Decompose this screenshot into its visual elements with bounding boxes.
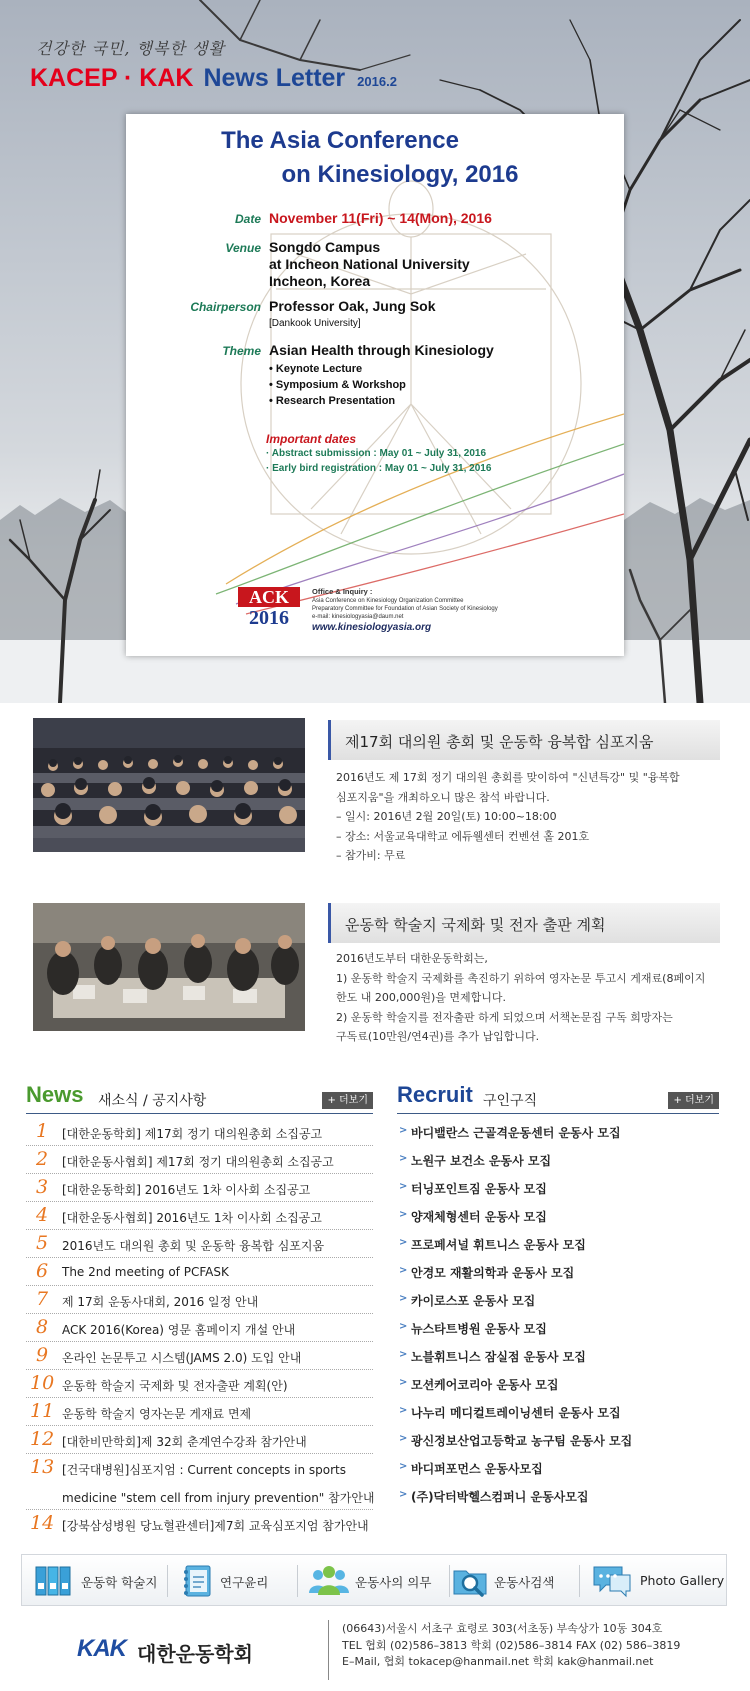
venue-label: Venue: [225, 241, 261, 255]
footer-divider: [328, 1620, 329, 1680]
news-item[interactable]: 2 [대한운동사협회] 제17회 정기 대의원총회 소집공고: [26, 1146, 373, 1174]
recruit-item[interactable]: > 카이로스포 운동사 모집: [399, 1293, 536, 1308]
theme-value: Asian Health through Kinesiology • Keynote Lecture • Symposium & Workshop • Research Presentation: [269, 342, 494, 409]
news-item[interactable]: 4 [대한운동사협회] 2016년도 1차 이사회 소집공고: [26, 1202, 373, 1230]
news-item[interactable]: 14 [강북삼성병원 당뇨혈관센터]제7회 교육심포지엄 참가안내: [30, 1512, 369, 1534]
news-item[interactable]: 1 [대한운동학회] 제17회 정기 대의원총회 소집공고: [26, 1118, 373, 1146]
footer-email: E–Mail, 협회 tokacep@hanmail.net 학회 kak@hanmail.net: [342, 1655, 654, 1668]
footer-address: (06643)서울시 서초구 효령로 303(서초동) 부속상가 10동 304호: [342, 1622, 663, 1635]
arrow-icon: >: [399, 1321, 408, 1332]
brand-name: KACEP · KAK: [30, 64, 194, 92]
speech-bubble-icon: [590, 1563, 634, 1599]
menu-divider: [297, 1565, 298, 1597]
news-item[interactable]: 12 [대한비만학회]제 32회 춘계연수강좌 참가안내: [26, 1426, 373, 1454]
recruit-item[interactable]: > 모션케어코리아 운동사 모집: [399, 1377, 559, 1392]
issue-date: 2016.2: [357, 74, 397, 89]
recruit-title-en: Recruit: [397, 1082, 473, 1107]
org-name: 대한운동학회: [137, 1642, 253, 1666]
date-value: November 11(Fri) ~ 14(Mon), 2016: [269, 210, 492, 226]
news-more-button[interactable]: + 더보기: [322, 1092, 373, 1109]
news-item[interactable]: 7 제 17회 운동사대회, 2016 일정 안내: [26, 1286, 373, 1314]
menu-label: 운동사의 의무: [355, 1575, 432, 1590]
theme-label: Theme: [222, 344, 261, 358]
theme-item: • Keynote Lecture: [269, 361, 494, 377]
assembly-photo: [33, 718, 305, 852]
menu-search[interactable]: [450, 1563, 570, 1599]
recruit-more-button[interactable]: + 더보기: [668, 1092, 719, 1109]
recruit-item[interactable]: > 바디밸란스 근골격운동센터 운동사 모집: [399, 1125, 621, 1140]
recruit-item[interactable]: > 안경모 재활의학과 운동사 모집: [399, 1265, 575, 1280]
menu-photo-gallery[interactable]: [590, 1563, 725, 1599]
newsletter-title: News Letter: [203, 64, 346, 92]
chair-value: Professor Oak, Jung Sok [Dankook University]: [269, 298, 436, 329]
menu-label: 운동사검색: [494, 1575, 555, 1590]
arrow-icon: >: [399, 1181, 408, 1192]
arrow-icon: >: [399, 1377, 408, 1388]
people-icon: [307, 1563, 351, 1599]
news-item[interactable]: 9 온라인 논문투고 시스템(JAMS 2.0) 도입 안내: [26, 1342, 373, 1370]
venue-value: Songdo Campus at Incheon National University Incheon, Korea: [269, 239, 470, 289]
recruit-item[interactable]: > 양재체형센터 운동사 모집: [399, 1209, 547, 1224]
theme-item: • Symposium & Workshop: [269, 377, 494, 393]
ack-2016-logo: ACK 2016: [238, 587, 300, 629]
recruit-item[interactable]: > 나누리 메디컬트레이닝센터 운동사 모집: [399, 1405, 621, 1420]
menu-label: Photo Gallery: [640, 1573, 725, 1588]
conference-url-link[interactable]: www.kinesiologyasia.org: [312, 622, 432, 633]
news-item[interactable]: 8 ACK 2016(Korea) 영문 홈페이지 개설 안내: [26, 1314, 373, 1342]
arrow-icon: >: [399, 1265, 408, 1276]
article-title: 제17회 대의원 총회 및 운동학 융복합 심포지움: [345, 733, 654, 751]
office-inquiry: Office & Inquiry : Asia Conference on Kinesiology Organization Committee Preparatory Committee for Foundation of Asian Society of Kinesiology e-mail: kinesiologyasia@daum.net www.kinesiologyasia.org: [312, 587, 498, 633]
theme-item: • Research Presentation: [269, 393, 494, 409]
footer-contact: [342, 1621, 680, 1671]
menu-journal[interactable]: [34, 1563, 158, 1599]
news-item[interactable]: 6 The 2nd meeting of PCFASK: [26, 1258, 373, 1286]
meeting-photo: [33, 901, 305, 1031]
article-body: 2016년도 제 17회 정기 대의원 총회를 맞이하여 "신년특강" 및 "융복합 심포지움"을 개최하오니 많은 참석 바랍니다. – 일시: 2016년 2월 20일(토) 10:00~18:00 – 장소: 서울교육대학교 에듀웰센터 컨벤션 홀 201호 – 참가비: 무료: [336, 771, 680, 862]
recruit-item[interactable]: > 바디퍼포먼스 운동사모집: [399, 1461, 543, 1476]
menu-divider: [167, 1565, 168, 1597]
search-folder-icon: [450, 1563, 490, 1599]
arrow-icon: >: [399, 1349, 408, 1360]
conference-poster[interactable]: [126, 114, 624, 656]
news-item[interactable]: 5 2016년도 대의원 총회 및 운동학 융복합 심포지움: [26, 1230, 373, 1258]
recruit-item[interactable]: > 노원구 보건소 운동사 모집: [399, 1153, 552, 1168]
article-body: 2016년도부터 대한운동학회는, 1) 운동학 학술지 국제화를 촉진하기 위하여 영자논문 투고시 게재료(8페이지 한도 내 200,000원)을 면제합니다. 2) 운동학 학술지를 전자출판 하게 되었으며 서책논문집 구독 희망자는 구독료(10만원/연4권)를 추가 납입합니다.: [336, 952, 706, 1043]
recruit-section: [397, 1082, 719, 1510]
poster-title: The Asia Conference on Kinesiology, 2016: [221, 127, 519, 188]
menu-duties[interactable]: [307, 1563, 437, 1599]
article-title: 운동학 학술지 국제화 및 전자 출판 계획: [345, 916, 606, 934]
date-label: Date: [234, 212, 261, 226]
hero-banner: [0, 0, 750, 703]
recruit-item[interactable]: > 프로페셔널 휘트니스 운동사 모집: [399, 1237, 586, 1252]
recruit-title-ko: 구인구직: [483, 1093, 538, 1109]
quick-menu-bar: [21, 1554, 727, 1606]
arrow-icon: >: [399, 1405, 408, 1416]
important-date-item: · Early bird registration : May 01 ~ July 31, 2016: [266, 463, 492, 474]
arrow-icon: >: [399, 1433, 408, 1444]
recruit-item[interactable]: > 노블휘트니스 잠실점 운동사 모집: [399, 1349, 586, 1364]
arrow-icon: >: [399, 1461, 408, 1472]
recruit-item[interactable]: > (주)닥터박헬스컴퍼니 운동사모집: [399, 1489, 589, 1504]
article-title-bar[interactable]: [328, 903, 720, 943]
important-date-item: · Abstract submission : May 01 ~ July 31, 2016: [266, 448, 486, 459]
menu-divider: [579, 1565, 580, 1597]
recruit-item[interactable]: > 광신정보산업고등학교 농구팀 운동사 모집: [399, 1433, 633, 1448]
article-title-bar[interactable]: [328, 720, 720, 760]
arrow-icon: >: [399, 1293, 408, 1304]
arrow-icon: >: [399, 1237, 408, 1248]
menu-label: 연구윤리: [220, 1575, 269, 1590]
arrow-icon: >: [399, 1209, 408, 1220]
kak-logo-mark: KAK: [77, 1635, 126, 1662]
important-dates: [266, 432, 491, 476]
recruit-list: [397, 1118, 719, 1510]
news-item[interactable]: 11 운동학 학술지 영자논문 게재료 면제: [26, 1398, 373, 1426]
news-item[interactable]: 3 [대한운동학회] 2016년도 1차 이사회 소집공고: [26, 1174, 373, 1202]
notebook-icon: [180, 1563, 216, 1599]
recruit-header: [397, 1082, 719, 1114]
news-list: [26, 1118, 373, 1538]
journal-icon: [34, 1563, 74, 1599]
menu-label: 운동학 학술지: [81, 1575, 158, 1590]
arrow-icon: >: [399, 1489, 408, 1500]
arrow-icon: >: [399, 1125, 408, 1136]
slogan: 건강한 국민, 행복한 생활: [36, 39, 225, 58]
masthead: [30, 64, 397, 93]
news-section: [26, 1082, 373, 1538]
important-dates-title: Important dates: [266, 432, 357, 446]
news-title-en: News: [26, 1082, 84, 1107]
chair-label: Chairperson: [190, 300, 261, 314]
news-item[interactable]: 10 운동학 학술지 국제화 및 전자출판 계획(안): [26, 1370, 373, 1398]
news-header: [26, 1082, 373, 1114]
news-title-ko: 새소식 / 공지사항: [98, 1093, 207, 1109]
arrow-icon: >: [399, 1153, 408, 1164]
news-item[interactable]: 13 [건국대병원]심포지엄 : Current concepts in sports medicine "stem cell from injury prevention" 참가안내: [26, 1454, 373, 1510]
footer-tel: TEL 협회 (02)586–3813 학회 (02)586–3814 FAX (02) 586–3819: [342, 1638, 681, 1652]
menu-research-ethics[interactable]: [180, 1563, 290, 1599]
recruit-item[interactable]: > 터닝포인트짐 운동사 모집: [399, 1181, 547, 1196]
recruit-item[interactable]: > 뉴스타트병원 운동사 모집: [399, 1321, 547, 1336]
